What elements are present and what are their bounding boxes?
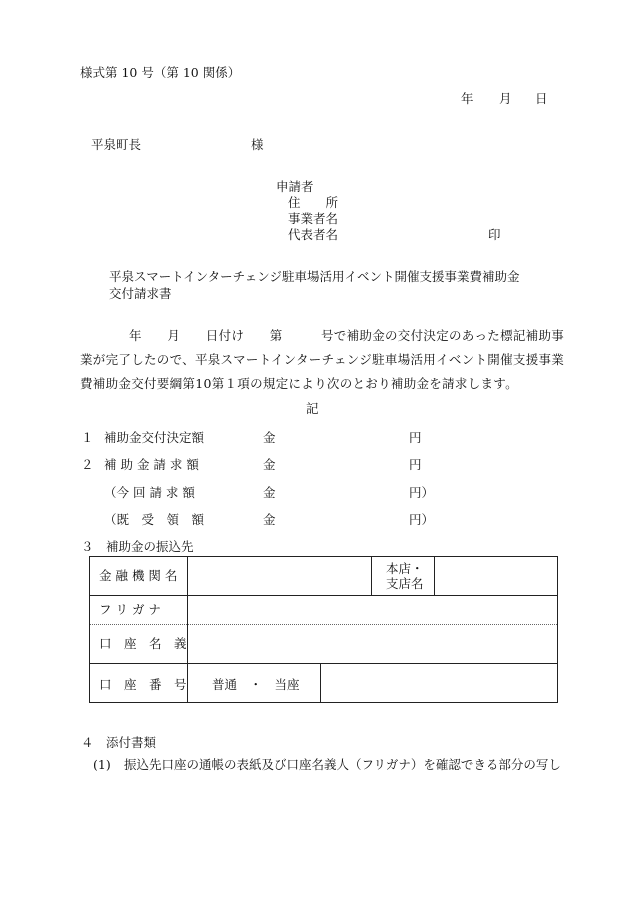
ki-heading: 記	[306, 401, 319, 416]
institution-field[interactable]	[202, 557, 370, 595]
date-day: 日	[535, 91, 548, 106]
table-column-divider	[371, 557, 372, 595]
item-current-label: （今 回 請 求 額	[104, 485, 195, 500]
date-month: 月	[499, 91, 512, 106]
account-name-field[interactable]	[190, 626, 555, 662]
applicant-address-label: 住 所	[288, 195, 339, 210]
branch-label-2: 支店名	[386, 576, 424, 591]
table-column-divider	[320, 663, 321, 702]
account-number-field[interactable]	[324, 665, 555, 701]
bank-transfer-table	[89, 556, 558, 703]
item-current-kin: 金	[263, 485, 276, 500]
item-2-en: 円	[409, 457, 422, 472]
attachments-heading: ４ 添付書類	[81, 735, 157, 750]
table-divider-dotted	[90, 624, 557, 625]
institution-label: 金 融 機 関 名	[99, 568, 178, 583]
table-column-divider	[434, 557, 435, 595]
item-received-kin: 金	[263, 512, 276, 527]
furigana-field[interactable]	[190, 597, 555, 623]
branch-label-1: 本店・	[386, 561, 424, 576]
table-divider	[90, 663, 557, 664]
item-2-label: 補 助 金 請 求 額	[104, 457, 199, 472]
account-type-options[interactable]: 普通 ・ 当座	[212, 677, 300, 692]
body-line-3: 費補助金交付要綱第10第１項の規定により次のとおり補助金を請求します。	[80, 376, 518, 391]
addressee-honorific: 様	[251, 137, 264, 152]
attachment-1-text: 振込先口座の通帳の表紙及び口座名義人（フリガナ）を確認できる部分の写し	[124, 757, 561, 772]
account-name-label: 口 座 名 義	[99, 636, 187, 651]
seal-mark: 印	[488, 227, 501, 242]
item-received-label: （既 受 領 額	[104, 512, 205, 527]
table-column-divider	[187, 557, 188, 702]
furigana-label: フ リ ガ ナ	[99, 602, 161, 617]
body-line-1: 年 月 日付け 第 号で補助金の交付決定のあった標記補助事	[129, 328, 565, 343]
account-number-label: 口 座 番 号	[99, 677, 187, 692]
item-2-kin: 金	[263, 457, 276, 472]
item-1-number: １	[81, 430, 94, 445]
branch-field[interactable]	[438, 557, 556, 595]
applicant-representative-label: 代表者名	[288, 227, 339, 242]
form-number: 様式第 10 号（第 10 関係）	[80, 65, 241, 80]
addressee-name: 平泉町長	[91, 137, 142, 152]
applicant-heading: 申請者	[276, 179, 314, 194]
date-year: 年	[461, 91, 474, 106]
item-2-number: ２	[81, 457, 94, 472]
item-1-en: 円	[409, 430, 422, 445]
title-line-1: 平泉スマートインターチェンジ駐車場活用イベント開催支援事業費補助金	[109, 269, 520, 284]
item-1-kin: 金	[263, 430, 276, 445]
item-received-en: 円）	[409, 512, 435, 527]
item-1-label: 補助金交付決定額	[104, 430, 205, 445]
item-current-en: 円）	[409, 485, 435, 500]
applicant-business-label: 事業者名	[288, 211, 339, 226]
table-divider	[90, 595, 557, 596]
bank-heading: ３ 補助金の振込先	[81, 539, 194, 554]
attachment-1-number: (1)	[93, 757, 111, 772]
body-line-2: 業が完了したので、平泉スマートインターチェンジ駐車場活用イベント開催支援事業	[80, 352, 565, 367]
title-line-2: 交付請求書	[109, 286, 172, 301]
